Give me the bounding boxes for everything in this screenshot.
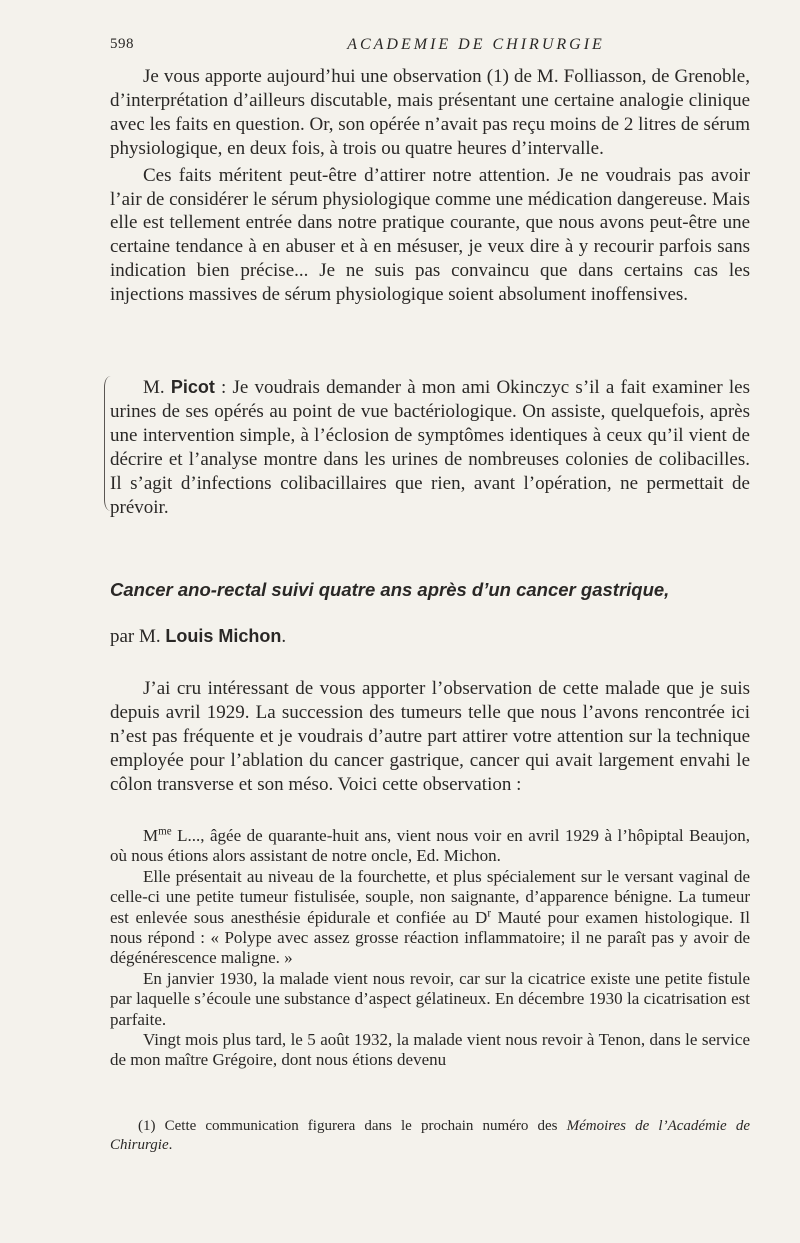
- paragraph-intro: J’ai cru intéressant de vous apporter l’observation de cette malade que je suis depuis avril 1929. La succession des tumeurs telle que nous l’avons rencontrée ici n’est pas fréquente et je voudrais d’autre part attirer votre attention sur la technique employée pour l’ablation du cancer gastrique, cancer qui avait largement envahi le côlon transverse et son méso. Voici cette observation :: [110, 678, 750, 795]
- o2-text: Mauté pour examen histologique. Il nous répond : « Polype avec assez grosse réaction inflammatoire; il ne paraît pas y avoir de dégénérescence maligne. »: [110, 907, 750, 968]
- section-title: Cancer ano-rectal suivi quatre ans après d’un cancer gastrique,: [110, 579, 670, 600]
- running-head: [110, 36, 752, 56]
- paragraph-patient-intro: [110, 826, 750, 867]
- picot-text: : Je voudrais demander à mon ami Okinczyc s’il a fait examiner les urines de ses opérés au point de vue bactériologique. On assiste, quelquefois, après une intervention simple, à l’éclosion de symptômes identiques à ceux qu’il vient de décrire et l’analyse montre dans les urines de nombreuses colonies de colibacilles. Il s’agit d’infections colibacillaires que rien, avant l’opération, ne permettait de prévoir.: [110, 377, 750, 518]
- intervention-picot: [110, 376, 750, 519]
- main-text: [110, 65, 750, 307]
- case-observation: [110, 826, 750, 1071]
- footnote-italic: Mémoires de l’Académie de Chirurgie: [110, 1118, 750, 1153]
- byline-author: Louis Michon: [165, 626, 282, 646]
- margin-bracket-mark: [104, 376, 115, 511]
- paragraph-january-1930: En janvier 1930, la malade vient nous revoir, car sur la cicatrice existe une petite fistule par laquelle s’écoule une substance d’aspect gélatineux. En décembre 1930 la cicatrisation est parfaite.: [110, 968, 750, 1029]
- o1-text: L..., âgée de quarante-huit ans, vient nous voir en avril 1929 à l’hôpiptal Beaujon, où nous étions alors assistant de notre oncle, Ed. Michon.: [110, 826, 750, 866]
- paragraph-observation-folliasson: Je vous apporte aujourd’hui une observation (1) de M. Folliasson, de Grenoble, d’interprétation d’ailleurs discutable, mais présentant une certaine analogie clinique avec les faits en question. Or, son opérée n’avait pas reçu moins de 2 litres de sérum physiologique, en deux fois, à trois ou quatre heures d’intervalle.: [110, 66, 750, 159]
- footnote-end: .: [168, 1137, 173, 1153]
- o1-superscript: me: [158, 825, 172, 838]
- footnote-text: (1) Cette communication figurera dans le prochain numéro des: [138, 1118, 567, 1134]
- speaker-prefix: M.: [143, 377, 171, 398]
- paragraph-august-1932: Vingt mois plus tard, le 5 août 1932, la malade vient nous revoir à Tenon, dans le service de mon maître Grégoire, dont nous étions devenu: [110, 1030, 750, 1070]
- speaker-name: Picot: [170, 377, 215, 397]
- byline-suffix: .: [281, 626, 287, 647]
- paragraph-picot: [110, 376, 750, 519]
- byline-line: [110, 624, 750, 649]
- paragraph-serum-warning: Ces faits méritent peut-être d’attirer notre attention. Je ne voudrais pas avoir l’air de considérer le sérum physiologique comme une médication dangereuse. Mais elle est tellement entrée dans notre pratique courante, que nous avons peut-être une certaine tendance à en abuser et à en mésuser, je veux dire à y recourir parfois sans indication bien précise... Je ne suis pas convaincu que dans certains cas les injections massives de sérum physiologique soient absolument inoffensives.: [110, 164, 750, 306]
- page-number: 598: [110, 36, 134, 52]
- footnote: [110, 1117, 750, 1155]
- byline: [110, 624, 750, 649]
- o1-prefix: M: [143, 826, 159, 845]
- section-intro: [110, 677, 750, 797]
- section-heading: [110, 578, 750, 602]
- o2-prefix: Elle présentait au niveau de la fourchette, et plus spécialement sur le versant vaginal de celle-ci une petite tumeur fistulisée, souple, non saignante, d’apparence bénigne. La tumeur est enlevée sous anesthésie épidurale et confiée au D: [110, 866, 750, 927]
- o2-superscript: r: [487, 906, 491, 919]
- byline-prefix: par M.: [110, 626, 166, 647]
- journal-title: ACADEMIE DE CHIRURGIE: [347, 36, 605, 53]
- paragraph-tumor: [110, 867, 750, 969]
